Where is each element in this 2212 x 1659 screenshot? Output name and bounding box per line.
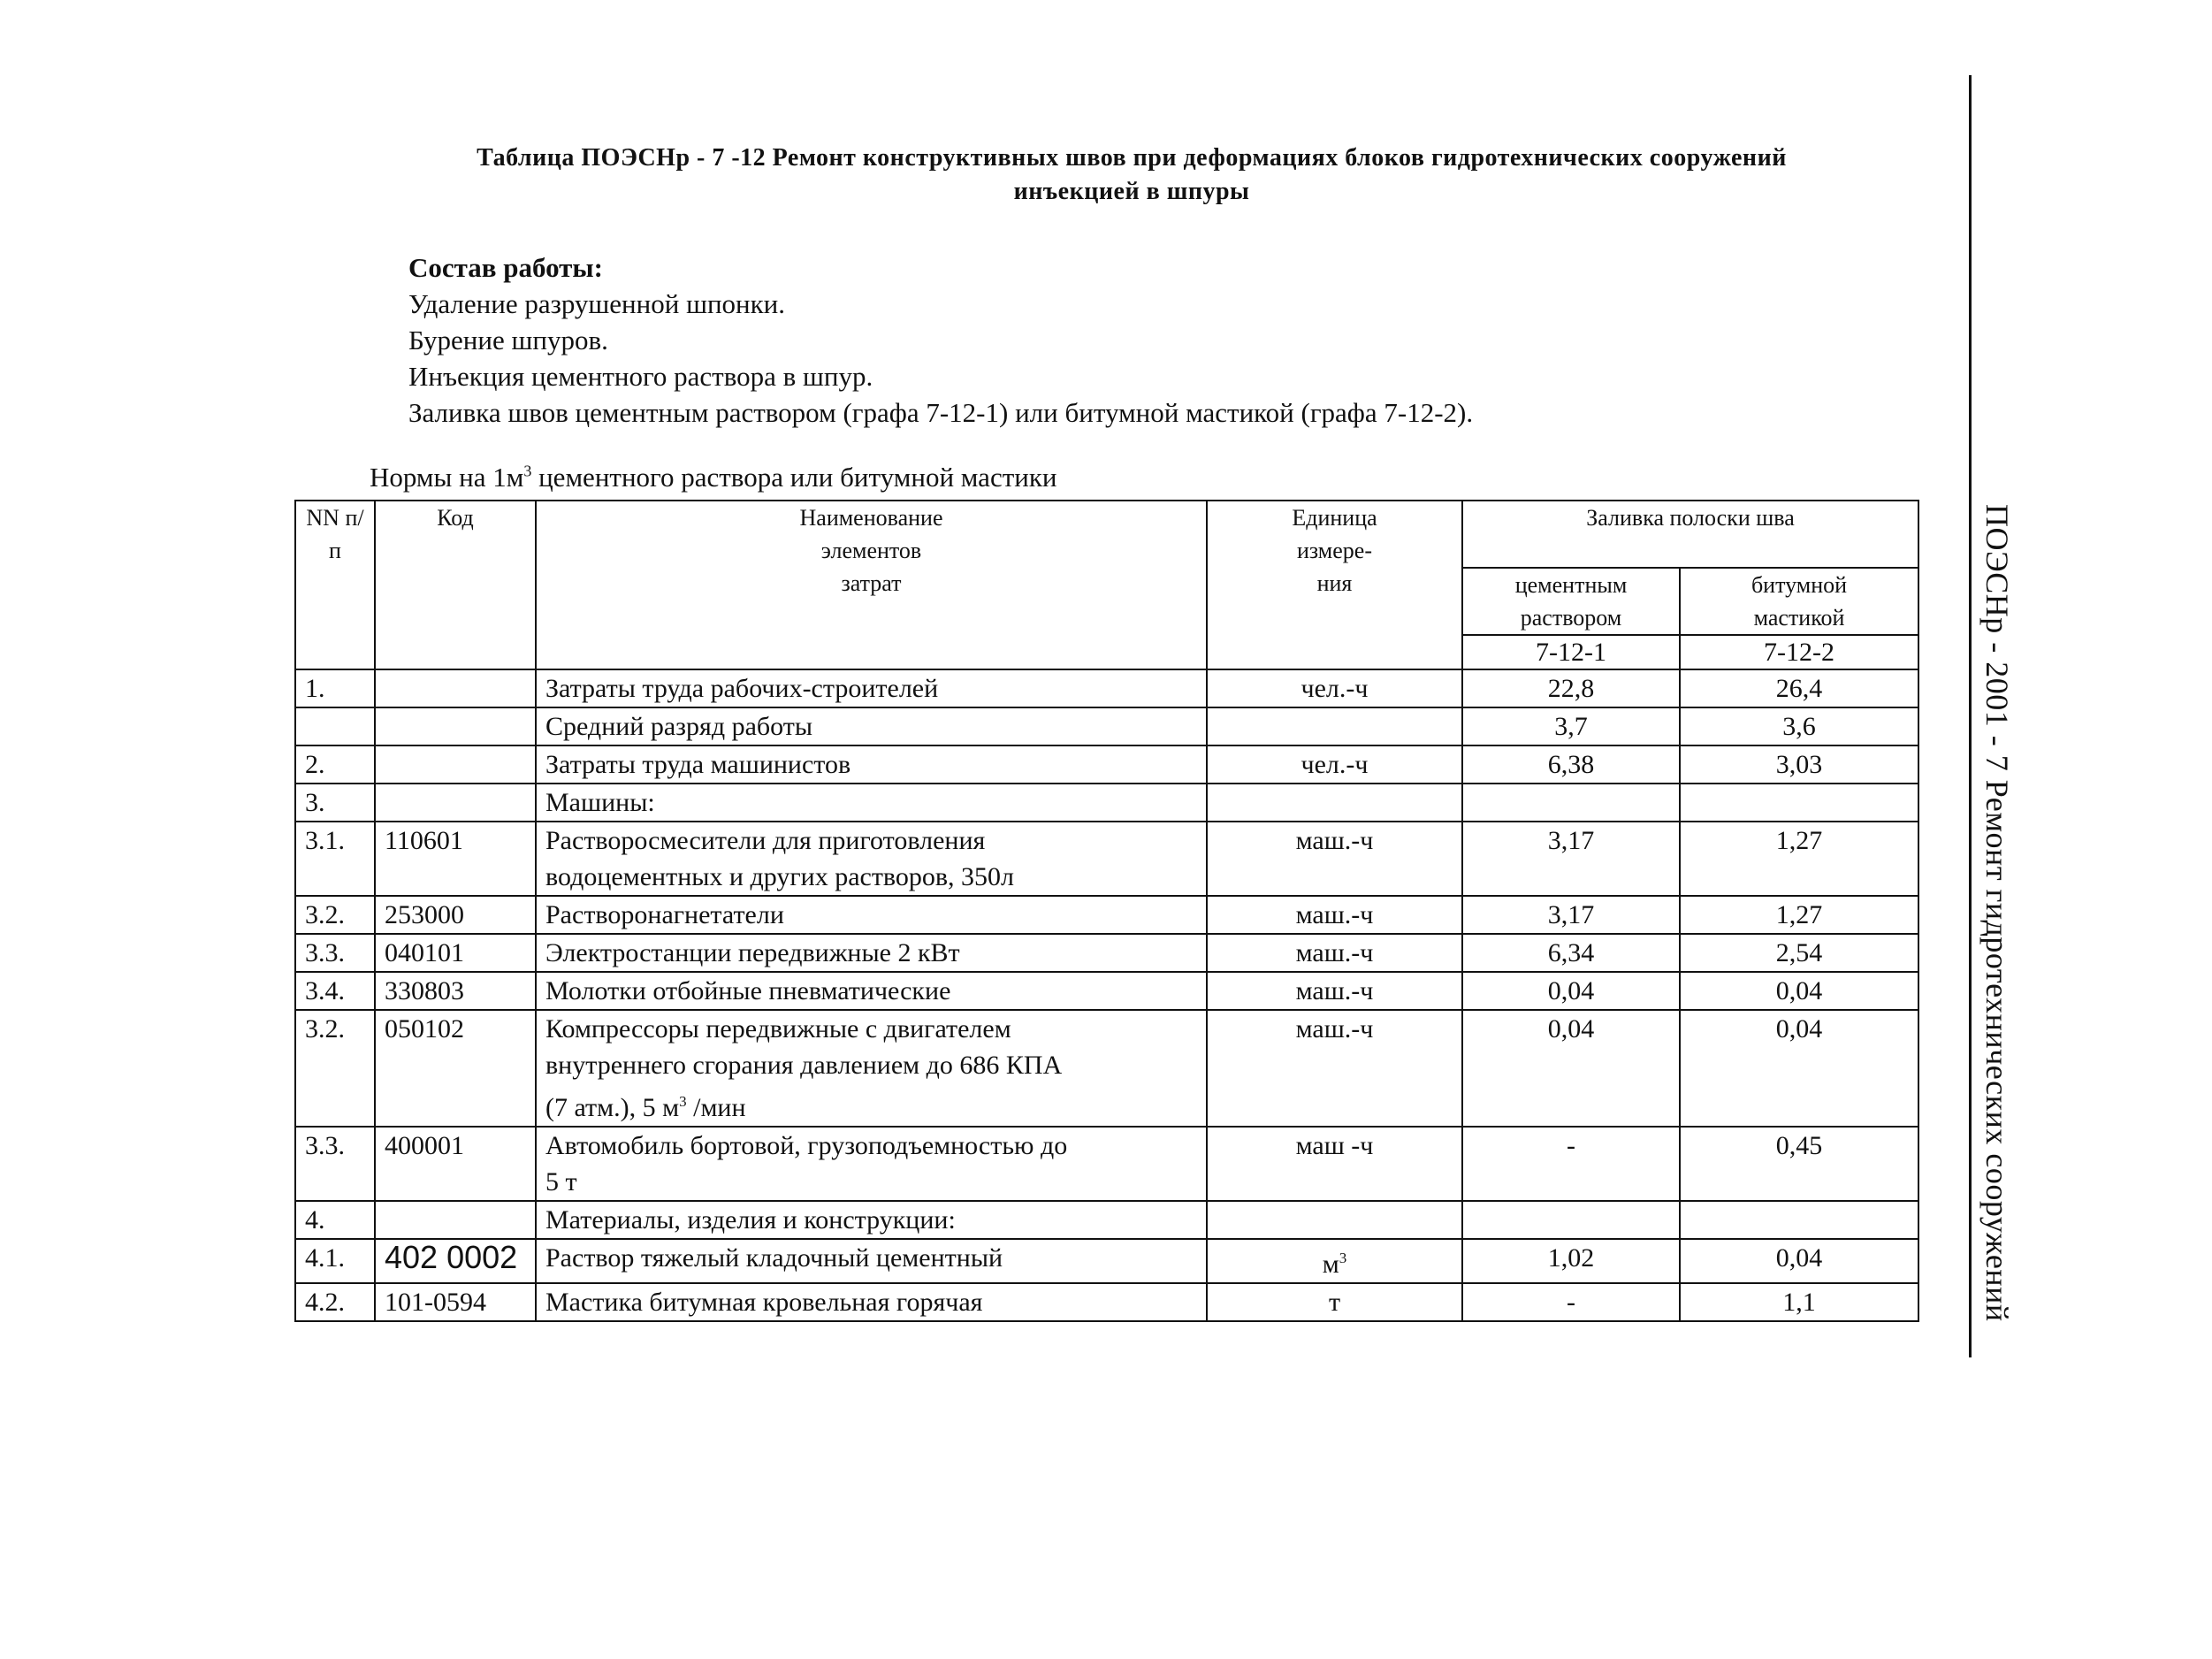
- header-name-l1: Наименование: [799, 505, 943, 531]
- table-row: [295, 1201, 1918, 1239]
- norms-suffix: цементного раствора или битумной мастики: [538, 462, 1057, 493]
- cell-name-line: внутреннего сгорания давлением до 686 КПА: [545, 1051, 1063, 1080]
- work-title: Состав работы:: [408, 252, 603, 283]
- cell-code: 101-0594: [375, 1283, 536, 1321]
- norms-caption: [370, 462, 1057, 493]
- norms-sup: 3: [523, 462, 532, 480]
- work-item: Инъекция цементного раствора в шпур.: [408, 361, 873, 392]
- header-col1-l1: цементным: [1514, 572, 1628, 598]
- cell-value-1: 0,04: [1462, 972, 1680, 1010]
- cell-name: Электростанции передвижные 2 кВт: [536, 934, 1207, 972]
- cell-value-1: 1,02: [1462, 1239, 1680, 1283]
- table-row: [295, 1127, 1918, 1201]
- header-col2-l1: битумной: [1751, 572, 1848, 598]
- cell-value-2: 0,45: [1680, 1127, 1918, 1201]
- cell-name-part: /мин: [693, 1093, 746, 1122]
- cell-value-1: [1462, 1201, 1680, 1239]
- header-row: [295, 501, 1918, 568]
- cell-nn: 3.2.: [295, 896, 375, 934]
- cell-value-2: 3,03: [1680, 745, 1918, 784]
- cell-value-1: [1462, 784, 1680, 822]
- cell-value-2: 0,04: [1680, 1239, 1918, 1283]
- cell-unit: маш.-ч: [1207, 1010, 1462, 1127]
- header-col1-l2: раствором: [1520, 605, 1622, 631]
- cell-name: Машины:: [536, 784, 1207, 822]
- cell-code: 402 0002: [375, 1239, 536, 1283]
- cell-unit: маш.-ч: [1207, 896, 1462, 934]
- table-row: [295, 784, 1918, 822]
- header-col2-l2: мастикой: [1753, 605, 1845, 631]
- cell-value-2: 1,27: [1680, 822, 1918, 896]
- cell-name-line: Компрессоры передвижные с двигателем: [545, 1014, 1011, 1044]
- header-col1: [1462, 568, 1680, 635]
- header-col2: [1680, 568, 1918, 635]
- cell-value-2: 0,04: [1680, 1010, 1918, 1127]
- cell-code: 050102: [375, 1010, 536, 1127]
- cell-name: [536, 1127, 1207, 1201]
- cell-value-1: 3,17: [1462, 896, 1680, 934]
- table-title: [292, 141, 1972, 209]
- header-name-l2: элементов: [820, 538, 922, 563]
- cell-name-part: (7 атм.), 5 м: [545, 1093, 680, 1122]
- cell-unit-sup: 3: [1339, 1250, 1347, 1266]
- cell-nn: 4.1.: [295, 1239, 375, 1283]
- work-item: Удаление разрушенной шпонки.: [408, 288, 786, 319]
- cell-value-1: 22,8: [1462, 669, 1680, 707]
- cell-unit: маш -ч: [1207, 1127, 1462, 1201]
- work-composition: [408, 249, 1473, 431]
- table-row: [295, 1010, 1918, 1127]
- header-unit-l2: измере-: [1296, 538, 1372, 563]
- cell-value-2: [1680, 1201, 1918, 1239]
- header-unit-l3: ния: [1316, 570, 1353, 596]
- cell-value-2: [1680, 784, 1918, 822]
- cell-unit: маш.-ч: [1207, 972, 1462, 1010]
- cell-value-1: 6,34: [1462, 934, 1680, 972]
- cell-value-1: -: [1462, 1283, 1680, 1321]
- cell-code: 040101: [375, 934, 536, 972]
- cell-name: [536, 1010, 1207, 1127]
- cell-name-sup: 3: [679, 1093, 687, 1110]
- work-item: Бурение шпуров.: [408, 325, 608, 356]
- header-col2-code: 7-12-2: [1680, 635, 1918, 669]
- cell-unit: чел.-ч: [1207, 669, 1462, 707]
- cell-unit: т: [1207, 1283, 1462, 1321]
- cell-nn: 3.1.: [295, 822, 375, 896]
- norms-table: [294, 500, 1919, 1322]
- title-line-1: Таблица ПОЭСНр - 7 -12 Ремонт конструктивных швов при деформациях блоков гидротехнических сооружений: [477, 144, 1787, 172]
- cell-unit: чел.-ч: [1207, 745, 1462, 784]
- cell-code: [375, 784, 536, 822]
- cell-code: [375, 707, 536, 745]
- cell-unit: [1207, 1239, 1462, 1283]
- table-row: [295, 822, 1918, 896]
- cell-nn: 4.2.: [295, 1283, 375, 1321]
- cell-code: [375, 745, 536, 784]
- table-row: [295, 669, 1918, 707]
- cell-value-2: 1,27: [1680, 896, 1918, 934]
- table-row: [295, 896, 1918, 934]
- header-code: Код: [375, 501, 536, 669]
- cell-value-1: 0,04: [1462, 1010, 1680, 1127]
- cell-value-2: 26,4: [1680, 669, 1918, 707]
- cell-value-2: 0,04: [1680, 972, 1918, 1010]
- cell-nn: [295, 707, 375, 745]
- cell-nn: 3.2.: [295, 1010, 375, 1127]
- cell-unit-text: м: [1322, 1250, 1339, 1279]
- header-unit-l1: Единица: [1292, 505, 1377, 531]
- cell-nn: 3.: [295, 784, 375, 822]
- cell-unit: [1207, 784, 1462, 822]
- header-name-l3: затрат: [841, 570, 902, 596]
- table-row: [295, 707, 1918, 745]
- cell-value-2: 2,54: [1680, 934, 1918, 972]
- cell-code: [375, 669, 536, 707]
- cell-nn: 3.3.: [295, 1127, 375, 1201]
- cell-name: Растворонагнетатели: [536, 896, 1207, 934]
- title-line-2: инъекцией в шпуры: [1013, 178, 1250, 205]
- cell-value-1: 3,7: [1462, 707, 1680, 745]
- cell-value-1: 6,38: [1462, 745, 1680, 784]
- cell-name: Мастика битумная кровельная горячая: [536, 1283, 1207, 1321]
- cell-unit: [1207, 1201, 1462, 1239]
- cell-name-line: Автомобиль бортовой, грузоподъемностью до: [545, 1131, 1068, 1160]
- work-item: Заливка швов цементным раствором (графа 7-12-1) или битумной мастикой (графа 7-12-2).: [408, 397, 1474, 428]
- cell-name: Раствор тяжелый кладочный цементный: [536, 1239, 1207, 1283]
- cell-name-line: Растворосмесители для приготовления: [545, 826, 986, 855]
- header-col1-code: 7-12-1: [1462, 635, 1680, 669]
- cell-name: Средний разряд работы: [536, 707, 1207, 745]
- cell-name-line: [545, 1083, 1197, 1126]
- cell-name: [536, 822, 1207, 896]
- cell-code: 400001: [375, 1127, 536, 1201]
- cell-unit: маш.-ч: [1207, 934, 1462, 972]
- cell-value-1: 3,17: [1462, 822, 1680, 896]
- cell-code: 330803: [375, 972, 536, 1010]
- table-row: [295, 1239, 1918, 1283]
- table-row: [295, 745, 1918, 784]
- header-group: Заливка полоски шва: [1462, 501, 1918, 568]
- cell-nn: 1.: [295, 669, 375, 707]
- cell-value-1: -: [1462, 1127, 1680, 1201]
- header-nn: NN п/п: [295, 501, 375, 669]
- table-row: [295, 1283, 1918, 1321]
- norms-prefix: Нормы на 1м: [370, 462, 524, 493]
- cell-nn: 3.3.: [295, 934, 375, 972]
- cell-nn: 4.: [295, 1201, 375, 1239]
- side-rule: [1969, 75, 1972, 1357]
- cell-code: 253000: [375, 896, 536, 934]
- cell-value-2: 1,1: [1680, 1283, 1918, 1321]
- side-label: ПОЭСНр - 2001 - 7 Ремонт гидротехнических сооружений: [1979, 504, 2015, 1322]
- cell-unit: маш.-ч: [1207, 822, 1462, 896]
- table-row: [295, 972, 1918, 1010]
- cell-name: Материалы, изделия и конструкции:: [536, 1201, 1207, 1239]
- table-row: [295, 934, 1918, 972]
- cell-unit: [1207, 707, 1462, 745]
- cell-nn: 3.4.: [295, 972, 375, 1010]
- header-name: [536, 501, 1207, 669]
- cell-nn: 2.: [295, 745, 375, 784]
- cell-value-2: 3,6: [1680, 707, 1918, 745]
- header-unit: [1207, 501, 1462, 669]
- cell-name: Затраты труда машинистов: [536, 745, 1207, 784]
- cell-name: Затраты труда рабочих-строителей: [536, 669, 1207, 707]
- cell-name-line: водоцементных и других растворов, 350л: [545, 862, 1015, 891]
- cell-code: [375, 1201, 536, 1239]
- cell-code: 110601: [375, 822, 536, 896]
- cell-name: Молотки отбойные пневматические: [536, 972, 1207, 1010]
- cell-name-line: 5 т: [545, 1167, 577, 1196]
